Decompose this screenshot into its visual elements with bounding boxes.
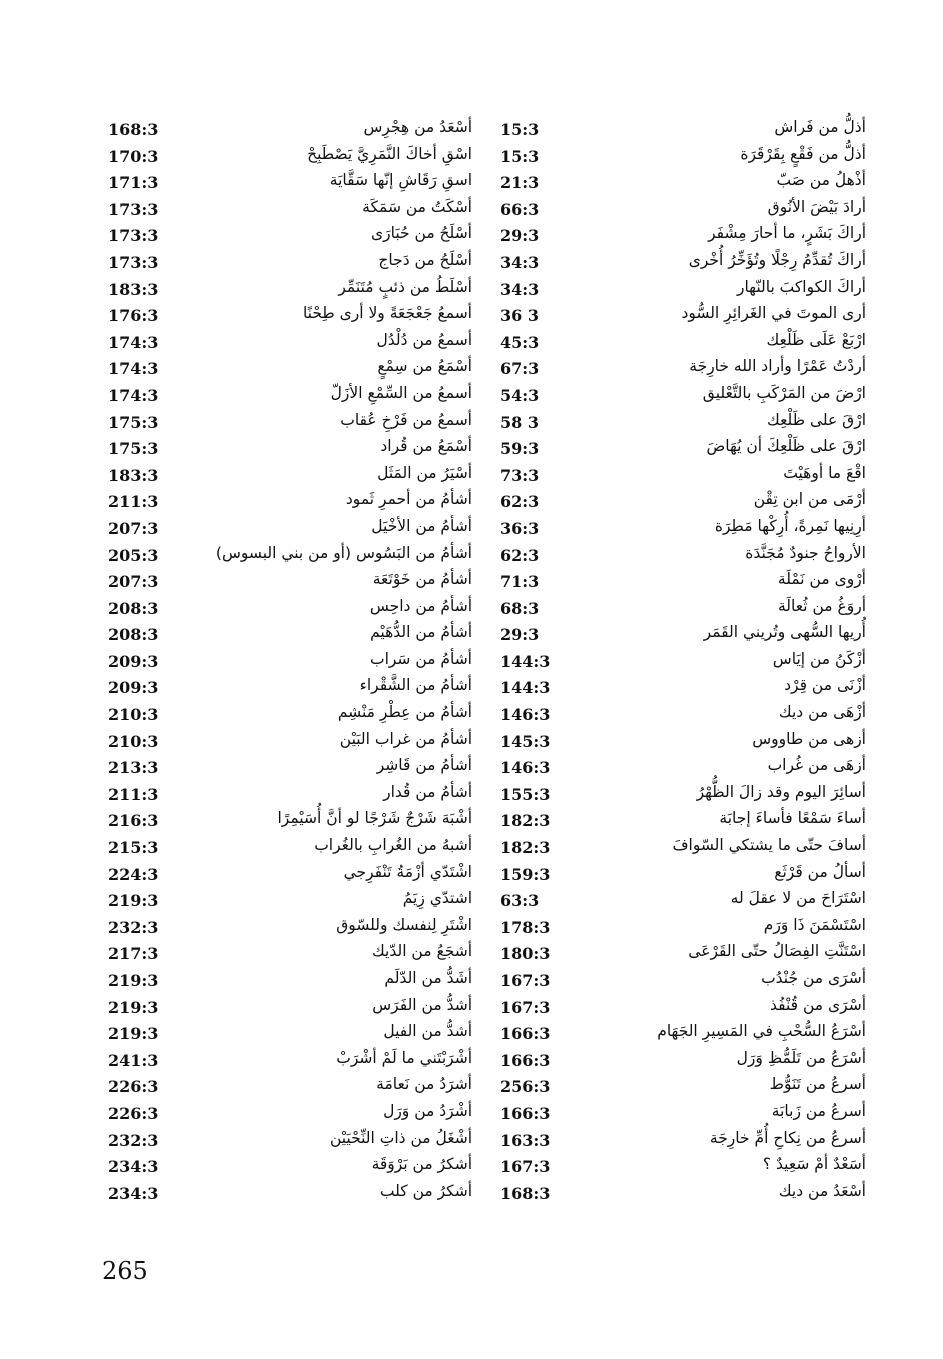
entry-phrase: أشأمُ من البَسُوس (أو من بني البسوس) xyxy=(215,543,472,562)
index-entry xyxy=(486,490,866,517)
entry-reference: 68:3 xyxy=(500,598,540,618)
entry-phrase: أشأمُ من أحمرِ ثَمود xyxy=(345,490,472,509)
entry-reference: 63:3 xyxy=(500,891,540,911)
entry-reference: 166:3 xyxy=(500,1050,551,1070)
index-entry xyxy=(486,304,866,331)
entry-phrase: أسألُ من قَرْثَع xyxy=(774,862,866,881)
entry-reference: 173:3 xyxy=(108,199,159,219)
entry-phrase: أشأمُ من غراب البَيْن xyxy=(339,729,472,748)
index-entry xyxy=(486,464,866,491)
index-entry xyxy=(486,118,866,145)
entry-phrase: أشأمُ من الشَّقْراء xyxy=(359,676,472,695)
entry-reference: 178:3 xyxy=(500,917,551,937)
entry-reference: 168:3 xyxy=(500,1183,551,1203)
entry-phrase: أراكَ الكواكبَ بالنّهار xyxy=(736,277,866,296)
entry-reference: 15:3 xyxy=(500,146,540,166)
entry-phrase: أرادَ بَيْضَ الأنُوق xyxy=(767,197,866,216)
entry-phrase: اسْقِ أخاكَ النَّمَرِيَّ يَصْطَبِحْ xyxy=(307,144,472,163)
entry-phrase: ارْبَعْ عَلَى ظَلْعِك xyxy=(766,330,866,349)
index-entry xyxy=(96,730,486,757)
index-entry xyxy=(486,756,866,783)
entry-phrase: أساءَ سَمْعًا فأساءَ إجابَة xyxy=(719,809,866,828)
index-entry xyxy=(486,597,866,624)
entry-reference: 67:3 xyxy=(500,359,540,379)
index-entry xyxy=(486,357,866,384)
index-entry xyxy=(486,916,866,943)
index-entry xyxy=(486,437,866,464)
entry-phrase: أرْوى من نَمْلَة xyxy=(777,570,866,589)
entry-reference: 36 3 xyxy=(500,306,539,326)
entry-phrase: اسْتَسْمَنَ ذَا وَرَم xyxy=(763,915,866,934)
entry-reference: 180:3 xyxy=(500,944,551,964)
entry-phrase: أسْلَحُ من حُبَارَى xyxy=(371,224,472,243)
index-entry xyxy=(96,224,486,251)
entry-reference: 163:3 xyxy=(500,1130,551,1150)
entry-phrase: أذلُّ من فَراش xyxy=(774,118,866,136)
entry-reference: 226:3 xyxy=(108,1077,159,1097)
index-entry xyxy=(96,1049,486,1076)
entry-phrase: أروَغُ من ثُعالَة xyxy=(777,596,866,615)
entry-phrase: أسْعَدُ من ديك xyxy=(778,1181,866,1200)
entry-reference: 155:3 xyxy=(500,784,551,804)
entry-phrase: أشأمُ من داحِس xyxy=(369,596,472,615)
entry-reference: 167:3 xyxy=(500,971,551,990)
entry-reference: 256:3 xyxy=(500,1077,551,1097)
entry-reference: 211:3 xyxy=(108,784,159,804)
entry-phrase: اقْعَ ما أوهَيْتَ xyxy=(783,463,866,482)
entry-reference: 167:3 xyxy=(500,997,551,1017)
entry-reference: 45:3 xyxy=(500,332,540,352)
entry-reference: 209:3 xyxy=(108,651,159,671)
entry-phrase: أسرعُ من نِكاحِ أُمِّ خارِجَة xyxy=(709,1128,866,1147)
entry-reference: 66:3 xyxy=(500,199,540,219)
index-entry xyxy=(96,809,486,836)
index-entry xyxy=(96,996,486,1023)
index-entry xyxy=(96,1129,486,1156)
entry-phrase: أسْرَى من جُنْدُب xyxy=(761,969,866,987)
index-entry xyxy=(96,411,486,438)
index-entry xyxy=(486,650,866,677)
entry-phrase: أشأمُ من سَراب xyxy=(369,649,472,668)
index-entry xyxy=(486,676,866,703)
index-entry xyxy=(486,251,866,278)
entry-reference: 171:3 xyxy=(108,173,159,193)
index-entry xyxy=(96,570,486,597)
index-entry xyxy=(486,1155,866,1182)
index-entry xyxy=(486,703,866,730)
index-entry xyxy=(96,517,486,544)
index-entry xyxy=(96,889,486,916)
entry-reference: 183:3 xyxy=(108,465,159,485)
entry-phrase: أسافَ حتّى ما يشتكي السّوافَ xyxy=(672,836,866,855)
entry-reference: 182:3 xyxy=(500,811,551,831)
entry-reference: 219:3 xyxy=(108,997,159,1017)
entry-reference: 205:3 xyxy=(108,545,159,565)
entry-reference: 58 3 xyxy=(500,412,539,432)
entry-reference: 34:3 xyxy=(500,252,540,272)
entry-phrase: أشبهُ من الغُرابِ بالغُراب xyxy=(314,836,472,855)
entry-phrase: اسْتَرَاحَ من لا عقلَ له xyxy=(730,889,866,908)
entry-phrase: أراكَ بَشَرٍ، ما أحارَ مِشْفَر xyxy=(708,224,866,243)
index-entry xyxy=(96,916,486,943)
entry-phrase: أسْرَى من قُنْفُذ xyxy=(770,995,866,1014)
index-entry xyxy=(96,783,486,810)
entry-reference: 146:3 xyxy=(500,705,551,725)
entry-reference: 144:3 xyxy=(500,651,551,671)
entry-phrase: اشْتَرِ لِنفسك وللسّوق xyxy=(336,915,472,934)
entry-reference: 29:3 xyxy=(500,625,540,645)
index-entry xyxy=(96,969,486,996)
entry-phrase: أسَعْدٌ أمْ سَعِيدٌ ؟ xyxy=(762,1155,866,1174)
entry-reference: 213:3 xyxy=(108,758,159,778)
entry-reference: 173:3 xyxy=(108,252,159,272)
entry-reference: 207:3 xyxy=(108,572,159,592)
entry-reference: 224:3 xyxy=(108,864,159,884)
entry-phrase: اشْتَدّي أزْمَةُ تَنْفَرِجي xyxy=(343,862,472,881)
entry-phrase: أسْمَعُ من سِمْعٍ xyxy=(377,357,472,376)
entry-phrase: أسمعُ من دُلْدُل xyxy=(376,330,472,349)
index-entry xyxy=(96,942,486,969)
entry-phrase: أشْرَبْتَني ما لَمْ أشْرَبْ xyxy=(336,1048,472,1067)
entry-reference: 211:3 xyxy=(108,492,159,512)
index-entry xyxy=(96,304,486,331)
entry-phrase: أُريها السُّهى وتُريني القَمَر xyxy=(703,623,866,642)
entry-reference: 226:3 xyxy=(108,1103,159,1123)
entry-phrase: أسمعُ جَعْجَعَةً ولا أرى طِحْنًا xyxy=(302,304,472,323)
index-entry xyxy=(486,1182,866,1209)
index-entry xyxy=(96,623,486,650)
entry-reference: 62:3 xyxy=(500,492,540,512)
index-entry xyxy=(96,836,486,863)
entry-reference: 208:3 xyxy=(108,625,159,645)
entry-phrase: أسْرَعُ من تَلَمُّظِ وَرَل xyxy=(736,1048,866,1067)
entry-phrase: أشكرُ من بَرْوَقَة xyxy=(371,1155,472,1174)
entry-reference: 234:3 xyxy=(108,1157,159,1177)
index-entry xyxy=(486,171,866,198)
index-entry xyxy=(96,464,486,491)
entry-phrase: أشأمُ من الأخْيَل xyxy=(371,516,472,535)
entry-reference: 146:3 xyxy=(500,758,551,778)
entry-phrase: ارْقَ على ظَلْعِك xyxy=(767,410,866,429)
entry-reference: 54:3 xyxy=(500,385,540,405)
index-entry xyxy=(486,145,866,172)
entry-phrase: أزْهَى من ديك xyxy=(778,703,866,722)
entry-phrase: أسْلَطُ من ذئبٍ مُتَنَمِّر xyxy=(338,277,472,296)
index-entry xyxy=(486,570,866,597)
entry-phrase: أسْكَتُ من سَمَكَة xyxy=(362,197,472,216)
entry-phrase: أسْلَحُ من دَجاج xyxy=(378,250,472,269)
entry-phrase: ارْقَ على ظَلْعِكَ أن يُهَاضَ xyxy=(706,437,866,456)
index-entry xyxy=(96,650,486,677)
index-entry xyxy=(486,863,866,890)
entry-phrase: أشْبَهَ شَرْجٌ شَرْجًا لو أنَّ أُسَيْمِرًا xyxy=(277,809,472,828)
index-entry xyxy=(96,1182,486,1209)
entry-reference: 159:3 xyxy=(500,864,551,884)
entry-reference: 173:3 xyxy=(108,226,159,246)
entry-phrase: أشْغَلُ من ذاتِ النِّحْيَيْن xyxy=(329,1128,472,1147)
entry-reference: 34:3 xyxy=(500,279,540,299)
entry-phrase: أشجَعُ من الدّيك xyxy=(371,942,472,961)
entry-reference: 207:3 xyxy=(108,518,159,538)
entry-reference: 175:3 xyxy=(108,412,159,432)
entry-reference: 71:3 xyxy=(500,572,540,592)
index-entry xyxy=(486,544,866,571)
index-entry xyxy=(486,198,866,225)
index-entry xyxy=(486,783,866,810)
index-entry xyxy=(486,331,866,358)
index-entry xyxy=(486,809,866,836)
index-entry xyxy=(96,597,486,624)
entry-reference: 175:3 xyxy=(108,439,159,459)
index-entry xyxy=(486,224,866,251)
entry-phrase: أرِنِيها نَمِرةً، أُرِكْها مَطِرَة xyxy=(714,516,866,535)
entry-reference: 168:3 xyxy=(108,120,159,139)
entry-reference: 167:3 xyxy=(500,1157,551,1177)
entry-phrase: أذْهلُ من صَبّ xyxy=(776,171,866,190)
entry-reference: 166:3 xyxy=(500,1024,551,1044)
index-entry xyxy=(96,756,486,783)
index-entry xyxy=(486,836,866,863)
entry-phrase: أشدُّ من الفَرَس xyxy=(372,995,472,1014)
entry-phrase: أسمعُ من فَرْخِ عُقاب xyxy=(340,410,472,429)
entry-phrase: أسْيَرُ من المَثَل xyxy=(377,463,472,482)
entry-reference: 232:3 xyxy=(108,1130,159,1150)
page-number: 265 xyxy=(102,1257,148,1285)
index-entry xyxy=(96,676,486,703)
entry-reference: 29:3 xyxy=(500,226,540,246)
entry-reference: 21:3 xyxy=(500,173,540,193)
index-entry xyxy=(96,703,486,730)
index-entry xyxy=(96,198,486,225)
index-entry xyxy=(96,863,486,890)
index-entry xyxy=(486,1022,866,1049)
entry-phrase: أزهى من طاووس xyxy=(752,729,866,748)
entry-phrase: أزْنَى من قِرْد xyxy=(784,676,866,695)
entry-phrase: أسْعَدُ من هِجْرِس xyxy=(363,118,472,136)
entry-phrase: أشأمُ من قَاشِر xyxy=(376,756,472,775)
entry-phrase: أزْكَنُ من إيَاس xyxy=(772,649,866,668)
entry-phrase: أزهَى من غُراب xyxy=(767,756,866,775)
entry-reference: 73:3 xyxy=(500,465,540,485)
entry-reference: 216:3 xyxy=(108,811,159,831)
index-entry xyxy=(96,384,486,411)
entry-reference: 62:3 xyxy=(500,545,540,565)
entry-phrase: أسْرَعُ السُّحْبِ في المَسِيرِ الجَهَام xyxy=(657,1022,866,1041)
entry-phrase: أرى الموتَ في الغَرائِرِ السُّود xyxy=(681,304,866,323)
right-column xyxy=(486,118,866,1208)
entry-reference: 170:3 xyxy=(108,146,159,166)
index-entry xyxy=(96,171,486,198)
entry-phrase: أسائِرَ اليوم وقد زالَ الظُّهْرُ xyxy=(696,782,866,801)
index-entry xyxy=(486,623,866,650)
index-entry xyxy=(96,1155,486,1182)
entry-reference: 208:3 xyxy=(108,598,159,618)
entry-phrase: أشْرَدُ من وَرَل xyxy=(383,1101,472,1120)
entry-phrase: أشرَدُ من نَعامَة xyxy=(376,1075,472,1094)
entry-reference: 183:3 xyxy=(108,279,159,299)
entry-reference: 215:3 xyxy=(108,838,159,858)
index-entry xyxy=(486,889,866,916)
entry-reference: 15:3 xyxy=(500,120,540,139)
index-entry xyxy=(96,1102,486,1129)
entry-phrase: أرْمَى من ابن تِقْن xyxy=(753,490,866,509)
entry-phrase: ارْضَ من المَرْكَبِ بالتَّعْليق xyxy=(702,383,866,402)
index-entry xyxy=(96,331,486,358)
entry-reference: 182:3 xyxy=(500,838,551,858)
index-entry xyxy=(486,278,866,305)
left-column xyxy=(96,118,486,1208)
entry-reference: 144:3 xyxy=(500,678,551,698)
entry-reference: 241:3 xyxy=(108,1050,159,1070)
entry-phrase: أسمعُ من السِّمْعِ الأزَلّ xyxy=(330,383,472,402)
entry-phrase: أذلُّ من فَقْعٍ بِقَرْقَرَة xyxy=(740,144,866,163)
entry-phrase: أشكرُ من كلب xyxy=(379,1181,472,1200)
index-entry xyxy=(96,251,486,278)
index-entry xyxy=(486,1129,866,1156)
entry-phrase: أشأمُ من خَوْتَعَة xyxy=(372,570,472,589)
entry-reference: 210:3 xyxy=(108,731,159,751)
entry-reference: 174:3 xyxy=(108,385,159,405)
entry-reference: 219:3 xyxy=(108,891,159,911)
index-entry xyxy=(486,996,866,1023)
entry-phrase: أشَدُّ من الدّلَم xyxy=(384,969,472,987)
index-entry xyxy=(486,1102,866,1129)
index-entry xyxy=(486,730,866,757)
index-entry xyxy=(486,969,866,996)
entry-reference: 219:3 xyxy=(108,971,159,990)
index-entry xyxy=(486,1049,866,1076)
index-entry xyxy=(96,1075,486,1102)
entry-phrase: أسرعُ من تَنَوُّط xyxy=(769,1075,866,1094)
entry-phrase: أشدُّ من الفيل xyxy=(383,1022,472,1041)
index-entry xyxy=(96,357,486,384)
entry-phrase: أردْتُ عَمْرًا وأراد الله خارِجَة xyxy=(689,357,866,376)
entry-reference: 219:3 xyxy=(108,1024,159,1044)
entry-phrase: الأرواحُ جنودٌ مُجَنَّدَة xyxy=(745,543,866,562)
entry-phrase: اسقِ رَقَاشِ إنّها سَقَّايَة xyxy=(329,171,472,190)
index-entry xyxy=(96,118,486,145)
entry-phrase: أشأمُ من عِطْرِ مَنْشِم xyxy=(337,703,472,722)
index-entry xyxy=(96,278,486,305)
entry-reference: 174:3 xyxy=(108,359,159,379)
index-entry xyxy=(486,517,866,544)
index-entry xyxy=(96,437,486,464)
entry-reference: 232:3 xyxy=(108,917,159,937)
entry-phrase: أراكَ تُقدِّمُ رِجْلًا وتُؤَخِّرُ أُخْرى xyxy=(688,250,866,269)
entry-reference: 210:3 xyxy=(108,705,159,725)
index-entry xyxy=(486,384,866,411)
index-entry xyxy=(96,544,486,571)
entry-phrase: اشتدّي زِيَمُ xyxy=(402,889,472,908)
entry-reference: 59:3 xyxy=(500,439,540,459)
index-entry xyxy=(96,145,486,172)
index-entry xyxy=(486,942,866,969)
entry-phrase: أشأمُ من الدُّهَيْم xyxy=(370,623,472,642)
entry-phrase: أسْمَعُ من قُراد xyxy=(380,437,472,456)
entry-phrase: أسرعُ من زَبابَة xyxy=(771,1101,866,1120)
index-entry xyxy=(486,411,866,438)
index-entry xyxy=(486,1075,866,1102)
entry-phrase: اسْتَنَّتِ الفِصَالُ حتّى القَرْعَى xyxy=(688,942,866,961)
entry-reference: 174:3 xyxy=(108,332,159,352)
entry-phrase: أشأمُ من قُدار xyxy=(383,782,472,801)
entry-reference: 166:3 xyxy=(500,1103,551,1123)
entry-reference: 36:3 xyxy=(500,518,540,538)
entry-reference: 234:3 xyxy=(108,1183,159,1203)
entry-reference: 209:3 xyxy=(108,678,159,698)
entry-reference: 145:3 xyxy=(500,731,551,751)
entry-reference: 217:3 xyxy=(108,944,159,964)
index-entry xyxy=(96,1022,486,1049)
index-entry xyxy=(96,490,486,517)
entry-reference: 176:3 xyxy=(108,306,159,326)
